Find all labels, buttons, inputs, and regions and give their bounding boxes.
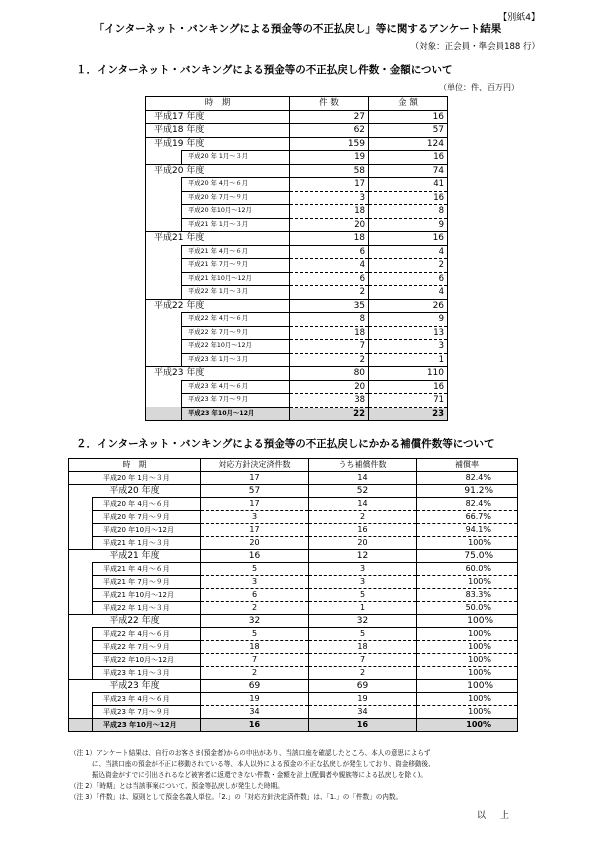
decided-cell: 17 [201, 472, 309, 485]
indent-cell [146, 205, 182, 219]
amount-cell: 16 [369, 191, 448, 205]
period-cell: 平成22 年 4月～６月 [93, 628, 201, 641]
compensated-cell: 5 [309, 589, 417, 602]
col-compensated-header: うち補償件数 [309, 459, 417, 472]
period-cell: 平成20 年 1月～３月 [182, 151, 290, 165]
decided-cell: 5 [201, 563, 309, 576]
quarter-row [69, 472, 518, 485]
rate-cell: 100% [417, 680, 518, 693]
document-title: 「インターネット・バンキングによる預金等の不正払戻し」等に関するアンケート結果 [93, 23, 502, 35]
compensated-cell: 19 [309, 693, 417, 706]
count-cell: 19 [290, 151, 369, 165]
amount-cell: 57 [369, 124, 448, 138]
quarter-row [69, 563, 518, 576]
indent-cell [146, 407, 182, 421]
col-period-header: 時 期 [69, 459, 201, 472]
count-cell: 159 [290, 137, 369, 151]
period-cell: 平成22 年10月～12月 [182, 340, 290, 354]
decided-cell: 2 [201, 667, 309, 680]
rate-cell: 100% [417, 667, 518, 680]
compensated-cell: 2 [309, 511, 417, 524]
quarter-row [146, 191, 448, 205]
rate-cell: 100% [417, 576, 518, 589]
year-row [146, 110, 448, 124]
year-row [146, 367, 448, 381]
year-row [69, 485, 518, 498]
period-cell: 平成18 年度 [146, 124, 290, 138]
quarter-row [69, 667, 518, 680]
amount-cell: 16 [369, 110, 448, 124]
notes [70, 748, 530, 803]
rate-cell: 66.7% [417, 511, 518, 524]
compensated-cell: 7 [309, 654, 417, 667]
indent-cell [69, 524, 93, 537]
quarter-row [146, 205, 448, 219]
indent-cell [146, 259, 182, 273]
compensated-cell: 3 [309, 563, 417, 576]
period-cell: 平成22 年10月～12月 [93, 654, 201, 667]
section1-unit: （単位：件、百万円） [439, 83, 519, 92]
col-period-header: 時 期 [146, 97, 290, 111]
period-cell: 平成21 年 1月～３月 [182, 218, 290, 232]
rate-cell: 50.0% [417, 602, 518, 615]
period-cell: 平成23 年度 [146, 367, 290, 381]
count-cell: 58 [290, 164, 369, 178]
amount-cell: 4 [369, 286, 448, 300]
indent-cell [146, 340, 182, 354]
rate-cell: 100% [417, 706, 518, 719]
period-cell: 平成17 年度 [146, 110, 290, 124]
indent-cell [146, 380, 182, 394]
decided-cell: 32 [201, 615, 309, 628]
indent-cell [146, 313, 182, 327]
period-cell: 平成22 年度 [146, 299, 290, 313]
compensation-table [68, 458, 518, 732]
quarter-row [69, 511, 518, 524]
amount-cell: 16 [369, 232, 448, 246]
period-cell: 平成23 年 4月～６月 [93, 693, 201, 706]
indent-cell [69, 537, 93, 550]
period-cell: 平成23 年10月～12月 [93, 719, 201, 732]
period-cell: 平成21 年10月～12月 [182, 272, 290, 286]
period-cell: 平成22 年度 [69, 615, 201, 628]
note-line: （注 1）アンケート結果は、自行のお客さま(預金者)からの申出があり、当該口座を確認したところ、本人の意思によらず [70, 749, 431, 757]
year-row [146, 164, 448, 178]
decided-cell: 7 [201, 654, 309, 667]
period-cell: 平成21 年 7月～９月 [182, 259, 290, 273]
decided-cell: 2 [201, 602, 309, 615]
compensated-cell: 16 [309, 719, 417, 732]
survey-target: （対象：正会員・準会員188 行） [410, 42, 540, 52]
period-cell: 平成21 年 4月～６月 [93, 563, 201, 576]
quarter-row [146, 313, 448, 327]
quarter-row [69, 589, 518, 602]
count-cell: 8 [290, 313, 369, 327]
indent-cell [146, 178, 182, 192]
period-cell: 平成22 年 7月～９月 [93, 641, 201, 654]
count-cell: 18 [290, 326, 369, 340]
note-line: （注 2）「時期」とは当該事案について、預金等払戻しが発生した時期。 [70, 782, 284, 790]
period-cell: 平成21 年度 [146, 232, 290, 246]
amount-cell: 26 [369, 299, 448, 313]
compensated-cell: 20 [309, 537, 417, 550]
decided-cell: 17 [201, 498, 309, 511]
count-cell: 27 [290, 110, 369, 124]
decided-cell: 5 [201, 628, 309, 641]
amount-cell: 71 [369, 394, 448, 408]
quarter-row [146, 218, 448, 232]
rate-cell: 82.4% [417, 472, 518, 485]
year-row [69, 615, 518, 628]
indent-cell [69, 498, 93, 511]
indent-cell [146, 326, 182, 340]
indent-cell [69, 654, 93, 667]
fraud-count-amount-table [145, 96, 448, 421]
decided-cell: 57 [201, 485, 309, 498]
compensated-cell: 14 [309, 472, 417, 485]
rate-cell: 100% [417, 654, 518, 667]
quarter-row [69, 719, 518, 732]
period-cell: 平成23 年 1月～３月 [93, 667, 201, 680]
compensated-cell: 32 [309, 615, 417, 628]
decided-cell: 16 [201, 550, 309, 563]
quarter-row [69, 628, 518, 641]
period-cell: 平成23 年度 [69, 680, 201, 693]
period-cell: 平成20 年度 [146, 164, 290, 178]
indent-cell [146, 272, 182, 286]
amount-cell: 13 [369, 326, 448, 340]
note-line: （注 3）「件数」は、原則として預金名義人単位。「2.」の「対応方針決定済件数」は、「1.」の「件数」の内数。 [70, 793, 403, 801]
period-cell: 平成22 年 7月～９月 [182, 326, 290, 340]
period-cell: 平成20 年 7月～９月 [93, 511, 201, 524]
end-mark: 以上 [476, 811, 523, 821]
indent-cell [69, 706, 93, 719]
period-cell: 平成20 年 4月～６月 [93, 498, 201, 511]
compensated-cell: 2 [309, 667, 417, 680]
count-cell: 20 [290, 218, 369, 232]
year-row [69, 550, 518, 563]
compensated-cell: 34 [309, 706, 417, 719]
period-cell: 平成19 年度 [146, 137, 290, 151]
decided-cell: 18 [201, 641, 309, 654]
compensated-cell: 14 [309, 498, 417, 511]
note-line: 振込資金がすでに引出されるなど被害者に返還できない件数・金額を計上(配偶者や親族等による払戻しを除く)。 [70, 771, 427, 779]
compensated-cell: 1 [309, 602, 417, 615]
amount-cell: 1 [369, 353, 448, 367]
indent-cell [69, 693, 93, 706]
rate-cell: 100% [417, 628, 518, 641]
amount-cell: 9 [369, 218, 448, 232]
rate-cell: 75.0% [417, 550, 518, 563]
quarter-row [69, 524, 518, 537]
compensated-cell: 16 [309, 524, 417, 537]
indent-cell [69, 576, 93, 589]
amount-cell: 4 [369, 245, 448, 259]
amount-cell: 41 [369, 178, 448, 192]
period-cell: 平成21 年度 [69, 550, 201, 563]
rate-cell: 100% [417, 537, 518, 550]
count-cell: 3 [290, 191, 369, 205]
period-cell: 平成20 年度 [69, 485, 201, 498]
indent-cell [146, 191, 182, 205]
decided-cell: 34 [201, 706, 309, 719]
period-cell: 平成20 年 4月～６月 [182, 178, 290, 192]
rate-cell: 100% [417, 719, 518, 732]
indent-cell [69, 563, 93, 576]
rate-cell: 100% [417, 693, 518, 706]
compensated-cell: 52 [309, 485, 417, 498]
count-cell: 17 [290, 178, 369, 192]
count-cell: 18 [290, 232, 369, 246]
quarter-row [69, 602, 518, 615]
year-row [69, 680, 518, 693]
quarter-row [146, 407, 448, 421]
year-row [146, 137, 448, 151]
period-cell: 平成23 年 4月～６月 [182, 380, 290, 394]
amount-cell: 124 [369, 137, 448, 151]
compensated-cell: 18 [309, 641, 417, 654]
indent-cell [146, 353, 182, 367]
amount-cell: 23 [369, 407, 448, 421]
quarter-row [69, 641, 518, 654]
quarter-row [69, 498, 518, 511]
decided-cell: 19 [201, 693, 309, 706]
compensated-cell: 3 [309, 576, 417, 589]
count-cell: 4 [290, 259, 369, 273]
table-header-row [69, 459, 518, 472]
amount-cell: 6 [369, 272, 448, 286]
quarter-row [146, 394, 448, 408]
count-cell: 80 [290, 367, 369, 381]
count-cell: 22 [290, 407, 369, 421]
indent-cell [146, 245, 182, 259]
count-cell: 7 [290, 340, 369, 354]
compensated-cell: 69 [309, 680, 417, 693]
quarter-row [69, 537, 518, 550]
period-cell: 平成22 年 4月～６月 [182, 313, 290, 327]
quarter-row [69, 706, 518, 719]
period-cell: 平成20 年 7月～９月 [182, 191, 290, 205]
quarter-row [146, 326, 448, 340]
section2-heading: ２．インターネット・バンキングによる預金等の不正払戻しにかかる補償件数等について [76, 438, 495, 450]
rate-cell: 60.0% [417, 563, 518, 576]
quarter-row [69, 654, 518, 667]
quarter-row [146, 353, 448, 367]
quarter-row [146, 286, 448, 300]
indent-cell [146, 218, 182, 232]
amount-cell: 16 [369, 380, 448, 394]
period-cell: 平成22 年 1月～３月 [93, 602, 201, 615]
year-row [146, 124, 448, 138]
compensated-cell: 5 [309, 628, 417, 641]
col-decided-header: 対応方針決定済件数 [201, 459, 309, 472]
table-header-row [146, 97, 448, 111]
quarter-row [146, 380, 448, 394]
period-cell: 平成21 年 1月～３月 [93, 537, 201, 550]
period-cell: 平成20 年 1月～３月 [69, 472, 201, 485]
year-row [146, 299, 448, 313]
indent-cell [69, 589, 93, 602]
indent-cell [69, 628, 93, 641]
amount-cell: 8 [369, 205, 448, 219]
count-cell: 2 [290, 286, 369, 300]
quarter-row [146, 245, 448, 259]
rate-cell: 100% [417, 615, 518, 628]
quarter-row [69, 576, 518, 589]
decided-cell: 69 [201, 680, 309, 693]
decided-cell: 16 [201, 719, 309, 732]
period-cell: 平成22 年 1月～３月 [182, 286, 290, 300]
decided-cell: 17 [201, 524, 309, 537]
count-cell: 20 [290, 380, 369, 394]
decided-cell: 6 [201, 589, 309, 602]
amount-cell: 110 [369, 367, 448, 381]
compensated-cell: 12 [309, 550, 417, 563]
amount-cell: 2 [369, 259, 448, 273]
amount-cell: 9 [369, 313, 448, 327]
period-cell: 平成21 年 4月～６月 [182, 245, 290, 259]
amount-cell: 16 [369, 151, 448, 165]
period-cell: 平成21 年10月～12月 [93, 589, 201, 602]
period-cell: 平成23 年 7月～９月 [182, 394, 290, 408]
indent-cell [69, 667, 93, 680]
quarter-row [69, 693, 518, 706]
count-cell: 6 [290, 245, 369, 259]
count-cell: 18 [290, 205, 369, 219]
amount-cell: 3 [369, 340, 448, 354]
period-cell: 平成20 年10月～12月 [182, 205, 290, 219]
col-count-header: 件 数 [290, 97, 369, 111]
rate-cell: 100% [417, 641, 518, 654]
count-cell: 6 [290, 272, 369, 286]
decided-cell: 3 [201, 576, 309, 589]
period-cell: 平成20 年10月～12月 [93, 524, 201, 537]
year-row [146, 232, 448, 246]
rate-cell: 91.2% [417, 485, 518, 498]
count-cell: 62 [290, 124, 369, 138]
col-amount-header: 金 額 [369, 97, 448, 111]
period-cell: 平成23 年 7月～９月 [93, 706, 201, 719]
count-cell: 2 [290, 353, 369, 367]
indent-cell [69, 602, 93, 615]
quarter-row [146, 259, 448, 273]
col-rate-header: 補償率 [417, 459, 518, 472]
indent-cell [69, 641, 93, 654]
period-cell: 平成21 年 7月～９月 [93, 576, 201, 589]
decided-cell: 20 [201, 537, 309, 550]
indent-cell [146, 394, 182, 408]
indent-cell [69, 719, 93, 732]
quarter-row [146, 151, 448, 165]
quarter-row [146, 340, 448, 354]
period-cell: 平成23 年10月～12月 [182, 407, 290, 421]
note-line: に、当該口座の預金が不正に移動されている等、本人以外による預金の不正な払戻しが発生しており、資金移動後、 [70, 760, 435, 768]
period-cell: 平成23 年 1月～３月 [182, 353, 290, 367]
quarter-row [146, 272, 448, 286]
rate-cell: 83.3% [417, 589, 518, 602]
rate-cell: 94.1% [417, 524, 518, 537]
indent-cell [146, 151, 182, 165]
amount-cell: 74 [369, 164, 448, 178]
decided-cell: 3 [201, 511, 309, 524]
indent-cell [69, 511, 93, 524]
section1-heading: １．インターネット・バンキングによる預金等の不正払戻し件数・金額について [76, 64, 453, 76]
rate-cell: 82.4% [417, 498, 518, 511]
quarter-row [146, 178, 448, 192]
indent-cell [146, 286, 182, 300]
count-cell: 35 [290, 299, 369, 313]
count-cell: 38 [290, 394, 369, 408]
attachment-tag: 【別紙4】 [498, 13, 540, 23]
